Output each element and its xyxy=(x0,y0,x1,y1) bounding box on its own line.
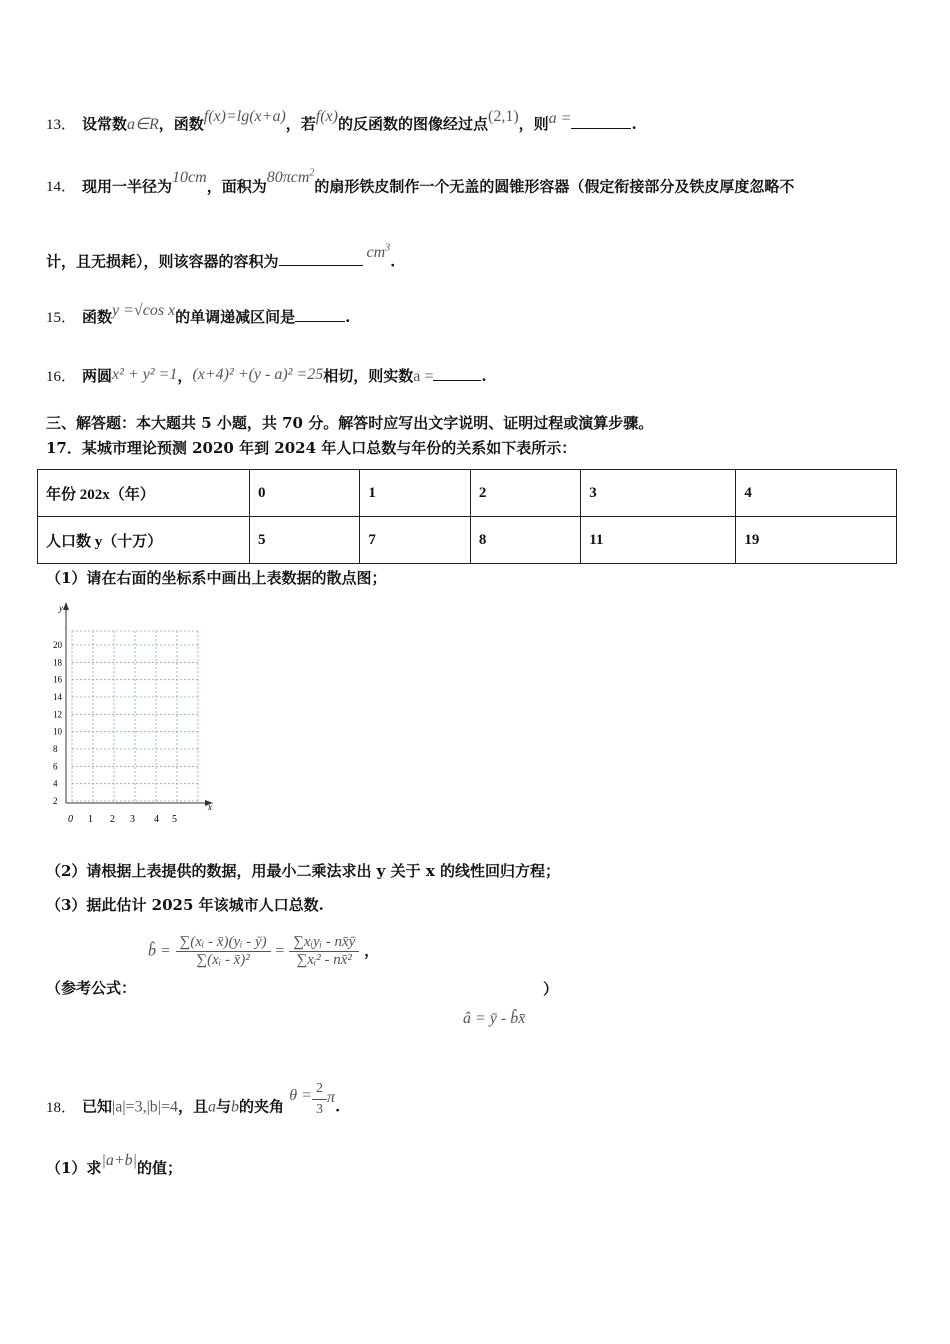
y-tick-label: 2 xyxy=(53,796,58,806)
y-tick-label: 10 xyxy=(53,726,62,737)
q15-answer-blank[interactable] xyxy=(295,307,345,322)
y-tick-label: 6 xyxy=(53,761,58,772)
table-cell: 11 xyxy=(581,517,736,564)
q18-angle-theta: θ = xyxy=(289,1086,312,1104)
x-tick-label: 5 xyxy=(172,814,177,825)
b-hat-lhs: b̂ = xyxy=(148,942,171,960)
q18-angle-fraction: $\frac{2}{3}$ xyxy=(312,1079,327,1120)
y-tick-label: 16 xyxy=(53,674,62,685)
q13-number: 13． xyxy=(46,117,77,133)
q16-math-3: a = xyxy=(413,368,434,385)
y-tick-labels xyxy=(53,640,63,806)
table-cell: 1 xyxy=(360,470,470,517)
reference-formula-label: （参考公式： xyxy=(46,979,137,997)
formula-close-paren: ） xyxy=(543,980,559,998)
q13-math-5: a = xyxy=(548,110,572,127)
formula-denominator-1: ∑(xᵢ - x̄)² xyxy=(196,952,250,968)
y-axis-arrow-icon xyxy=(63,602,69,610)
q18-vector-b: b xyxy=(231,1098,240,1116)
table-cell: 0 xyxy=(250,470,360,517)
formula-denominator-2: ∑xᵢ² - nx̄² xyxy=(296,952,352,968)
q14-math-3: $cm^3$ xyxy=(366,243,391,262)
y-tick-label: 8 xyxy=(53,744,58,754)
x-tick-label: 3 xyxy=(130,814,135,825)
table-row-header: 年份 202x（年） xyxy=(38,470,250,517)
x-tick-label: 0 xyxy=(68,814,73,825)
y-tick-label: 18 xyxy=(53,657,62,668)
y-tick-label: 4 xyxy=(53,778,58,789)
y-tick-label: 20 xyxy=(53,640,62,650)
question-13: 13． 设常数a∈R，函数f(x)=lg(x+a)，若f(x)的反函数的图像经过点(2,1)，则a = . xyxy=(46,108,637,133)
q17-part-1: （1）请在右面的坐标系中画出上表数据的散点图； xyxy=(46,569,387,587)
x-axis-label: x xyxy=(208,802,212,812)
q13-answer-blank[interactable] xyxy=(571,114,631,129)
q14-math-1: 10cm xyxy=(172,169,207,187)
q14-number: 14． xyxy=(46,179,77,196)
y-axis-label: y xyxy=(59,603,63,613)
table-row xyxy=(38,470,897,517)
x-tick-labels xyxy=(68,814,177,825)
formula-numerator-1: ∑(xᵢ - x̄)(yᵢ - ȳ) xyxy=(176,934,271,952)
grid-lines xyxy=(72,631,198,803)
q15-number: 15． xyxy=(46,310,77,326)
reference-formula xyxy=(148,934,379,969)
q18-pi: π xyxy=(326,1088,335,1106)
y-tick-label: 12 xyxy=(53,709,62,720)
q18-vector-a: a xyxy=(208,1098,217,1116)
q18-math-1: |a|=3,|b|=4 xyxy=(112,1098,178,1116)
q18-part-1: （1）求|a+b|的值； xyxy=(46,1152,183,1177)
q16-answer-blank[interactable] xyxy=(433,366,481,381)
y-tick-label: 14 xyxy=(53,692,62,702)
q14-math-2: 80πcm$^2$ xyxy=(266,168,315,187)
question-16: 16． 两圆x² + y² =1，(x+4)² +(y - a)² =25相切，则实数a = . xyxy=(46,366,487,385)
x-tick-label: 2 xyxy=(110,814,115,825)
formula-comma: ， xyxy=(364,941,380,960)
coordinate-grid[interactable] xyxy=(48,598,228,830)
q18-magnitude-expr: |a+b| xyxy=(101,1152,138,1169)
q16-math-1: x² + y² =1 xyxy=(112,366,178,383)
table-cell: 4 xyxy=(736,470,897,517)
q17-intro: 17．某城市理论预测 2020 年到 2024 年人口总数与年份的关系如下表所示： xyxy=(46,439,577,457)
q14-answer-blank[interactable] xyxy=(279,251,363,266)
table-row-header: 人口数 y（十万） xyxy=(38,517,250,564)
x-tick-label: 1 xyxy=(88,814,93,825)
table-cell: 2 xyxy=(470,470,580,517)
formula-numerator-2: ∑xᵢyᵢ - nx̄ȳ xyxy=(289,934,359,952)
q17-part-3: （3）据此估计 2025 年该城市人口总数. xyxy=(46,896,324,914)
q13-math-3: f(x) xyxy=(315,108,338,125)
question-14-line-1: 14． 现用一半径为10cm，面积为80πcm$^2$的扇形铁皮制作一个无盖的圆锥形容器（假定衔接部分及铁皮厚度忽略不 xyxy=(46,168,795,196)
formula-fraction-1 xyxy=(176,934,271,969)
table-cell: 3 xyxy=(581,470,736,517)
q17-part-2: （2）请根据上表提供的数据，用最小二乘法求出 y 关于 x 的线性回归方程； xyxy=(46,862,560,880)
table-cell: 8 xyxy=(470,517,580,564)
question-14-line-2: 计，且无损耗），则该容器的容积为 $cm^3$. xyxy=(46,243,396,271)
section-heading: 三、解答题：本大题共 5 小题，共 70 分。解答时应写出文字说明、证明过程或演算步骤。 xyxy=(46,414,654,432)
table-cell: 5 xyxy=(250,517,360,564)
table-cell: 7 xyxy=(360,517,470,564)
q13-math-2: f(x)=lg(x+a) xyxy=(203,108,286,125)
q13-math-4: (2,1) xyxy=(488,108,519,125)
question-18: 18． 已知|a|=3,|b|=4，且a与b的夹角 θ = $\frac{2}{3}$ π. xyxy=(46,1087,340,1128)
a-hat-formula: â = ȳ - b̂x̄ xyxy=(463,1010,526,1027)
q16-number: 16． xyxy=(46,369,77,385)
question-15: 15． 函数y =√cos x的单调递减区间是 . xyxy=(46,302,351,326)
q16-math-2: (x+4)² +(y - a)² =25 xyxy=(192,366,324,383)
q18-number: 18． xyxy=(46,1099,77,1116)
formula-equals: = xyxy=(275,942,285,960)
q13-math-1: a∈R xyxy=(127,116,159,133)
x-tick-label: 4 xyxy=(154,814,159,825)
table-row xyxy=(38,517,897,564)
population-table xyxy=(37,469,897,564)
formula-fraction-2 xyxy=(289,934,359,969)
q15-math-1: y =√cos x xyxy=(112,302,176,319)
table-cell: 19 xyxy=(736,517,897,564)
